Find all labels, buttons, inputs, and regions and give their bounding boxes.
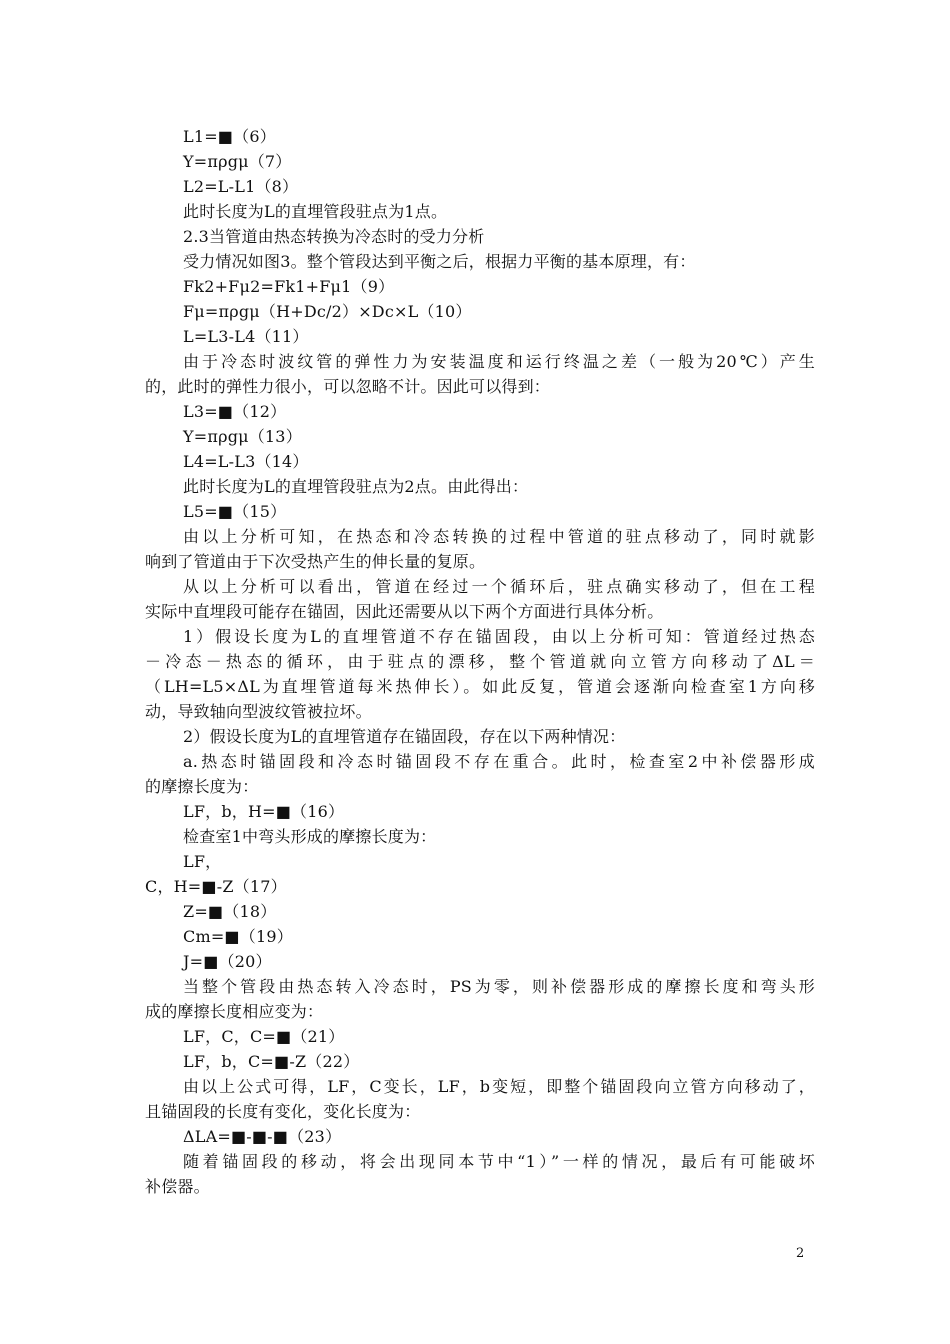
text-line: 当整个管段由热态转入冷态时，PS为零，则补偿器形成的摩擦长度和弯头形 bbox=[183, 977, 815, 996]
text-line: 2.3当管道由热态转换为冷态时的受力分析 bbox=[183, 227, 485, 246]
text-line: J=■（20） bbox=[183, 952, 272, 971]
text-line: LF，b，C=■-Z（22） bbox=[183, 1052, 360, 1071]
text-line: 受力情况如图3。整个管段达到平衡之后，根据力平衡的基本原理，有： bbox=[183, 252, 696, 271]
text-line: 此时长度为L的直埋管段驻点为1点。 bbox=[183, 202, 448, 221]
text-line: 的，此时的弹性力很小，可以忽略不计。因此可以得到： bbox=[145, 377, 551, 396]
text-line: 由以上公式可得，LF，C变长，LF，b变短，即整个锚固段向立管方向移动了， bbox=[183, 1077, 815, 1096]
text-line: a.热态时锚固段和冷态时锚固段不存在重合。此时，检查室2中补偿器形成 bbox=[183, 752, 815, 771]
text-line: Cm=■（19） bbox=[183, 927, 293, 946]
text-line: 由以上分析可知，在热态和冷态转换的过程中管道的驻点移动了，同时就影 bbox=[183, 527, 815, 546]
text-line: Y=πρgμ（13） bbox=[183, 427, 302, 446]
text-line: 由于冷态时波纹管的弹性力为安装温度和运行终温之差（一般为20℃）产生 bbox=[183, 352, 815, 371]
text-line: 响到了管道由于下次受热产生的伸长量的复原。 bbox=[145, 552, 486, 571]
text-line: 动，导致轴向型波纹管被拉坏。 bbox=[145, 702, 372, 721]
text-line: Z=■（18） bbox=[183, 902, 277, 921]
text-line: 此时长度为L的直埋管段驻点为2点。由此得出： bbox=[183, 477, 529, 496]
text-line: 2）假设长度为L的直埋管道存在锚固段，存在以下两种情况： bbox=[183, 727, 626, 746]
text-line: Y=πρgμ（7） bbox=[183, 152, 292, 171]
text-line: Fk2+Fμ2=Fk1+Fμ1（9） bbox=[183, 277, 395, 296]
text-line: LF，C，C=■（21） bbox=[183, 1027, 345, 1046]
page-number: 2 bbox=[796, 1246, 805, 1261]
text-line: ΔLA=■-■-■（23） bbox=[183, 1127, 342, 1146]
text-line: 检查室1中弯头形成的摩擦长度为： bbox=[183, 827, 437, 846]
text-line: L=L3-L4（11） bbox=[183, 327, 309, 346]
text-line: （LH=L5×ΔL为直埋管道每米热伸长）。如此反复，管道会逐渐向检查室1方向移 bbox=[145, 677, 815, 696]
text-line: Fμ=πρgμ（H+Dc/2）×Dc×L（10） bbox=[183, 302, 472, 321]
text-line: L4=L-L3（14） bbox=[183, 452, 309, 471]
text-line: L3=■（12） bbox=[183, 402, 287, 421]
text-line: 1）假设长度为L的直埋管道不存在锚固段，由以上分析可知：管道经过热态 bbox=[183, 627, 815, 646]
text-line: LF， bbox=[183, 852, 222, 871]
text-line: 从以上分析可以看出，管道在经过一个循环后，驻点确实移动了，但在工程 bbox=[183, 577, 815, 596]
text-line: 且锚固段的长度有变化，变化长度为： bbox=[145, 1102, 421, 1121]
document-body bbox=[145, 124, 815, 1199]
text-line: C，H=■-Z（17） bbox=[145, 877, 287, 896]
text-line: L5=■（15） bbox=[183, 502, 287, 521]
text-line: 补偿器。 bbox=[145, 1177, 210, 1196]
text-line: 随着锚固段的移动，将会出现同本节中“1）”一样的情况，最后有可能破坏 bbox=[183, 1152, 815, 1171]
text-line: 的摩擦长度为： bbox=[145, 777, 259, 796]
text-line: L1=■（6） bbox=[183, 127, 276, 146]
text-line: L2=L-L1（8） bbox=[183, 177, 299, 196]
text-line: LF，b，H=■（16） bbox=[183, 802, 345, 821]
text-line: 成的摩擦长度相应变为： bbox=[145, 1002, 324, 1021]
text-line: 实际中直埋段可能存在锚固，因此还需要从以下两个方面进行具体分析。 bbox=[145, 602, 664, 621]
text-line: －冷态－热态的循环，由于驻点的漂移，整个管道就向立管方向移动了ΔL＝ bbox=[145, 652, 815, 671]
